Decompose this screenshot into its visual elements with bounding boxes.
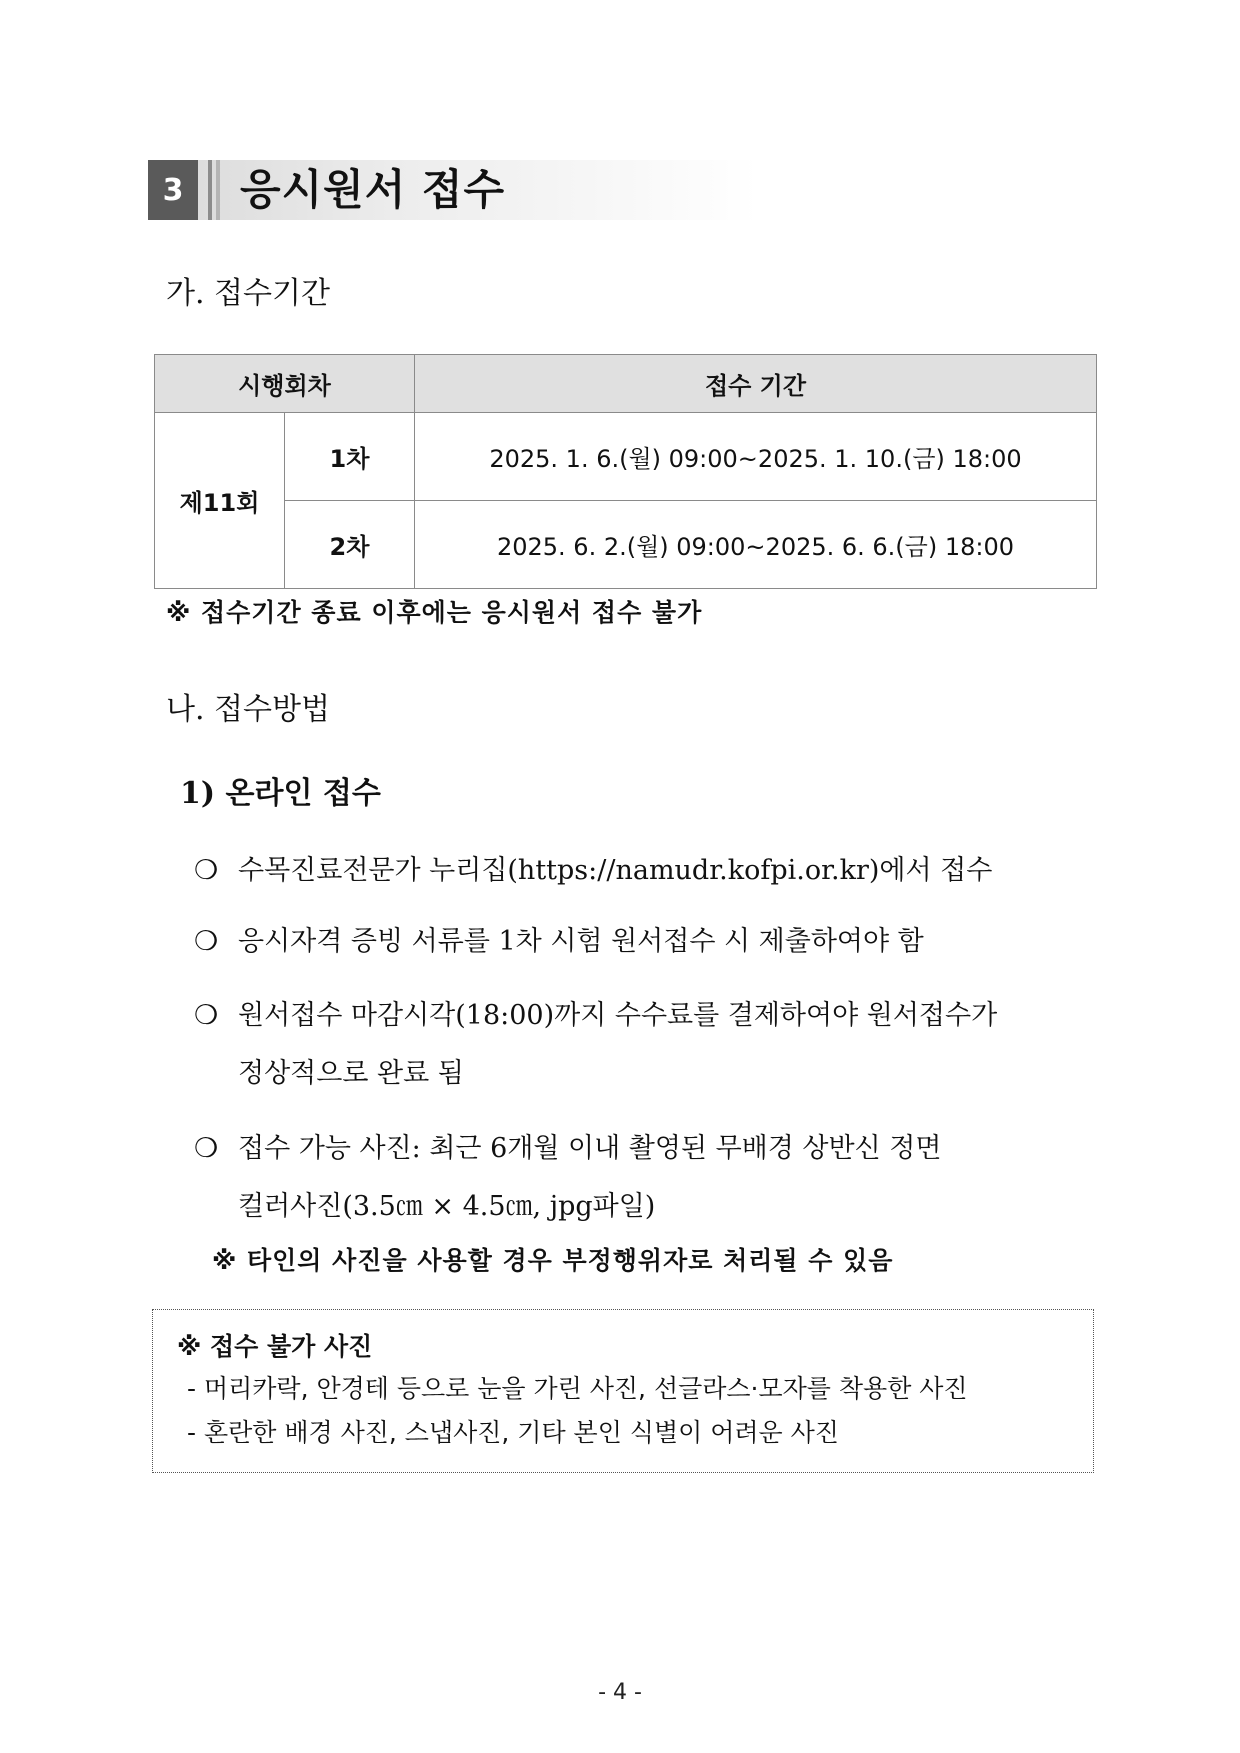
period-cell: 2025. 1. 6.(월) 09:00~2025. 1. 10.(금) 18:00 — [415, 413, 1097, 501]
photo-note: ※ 타인의 사진을 사용할 경우 부정행위자로 처리될 수 있음 — [212, 1246, 894, 1275]
application-period-table — [154, 354, 1097, 589]
list-item — [194, 923, 924, 961]
list-item-text: 수목진료전문가 누리집(https://namudr.kofpi.or.kr)에서 접수 — [238, 855, 993, 886]
period-note: ※ 접수기간 종료 이후에는 응시원서 접수 불가 — [166, 598, 703, 627]
round-cell: 2차 — [285, 501, 415, 589]
session-cell: 제11회 — [155, 413, 285, 589]
list-item-continuation: 정상적으로 완료 됨 — [238, 1058, 464, 1089]
list-item-text: 응시자격 증빙 서류를 1차 시험 원서접수 시 제출하여야 함 — [238, 926, 924, 957]
section-divider-bar — [216, 160, 220, 220]
box-item: - 혼란한 배경 사진, 스냅사진, 기타 본인 식별이 어려운 사진 — [187, 1418, 839, 1447]
circle-bullet-icon: ❍ — [194, 926, 219, 957]
list-item — [194, 997, 997, 1035]
rejected-photo-box — [152, 1309, 1094, 1473]
table-row — [155, 501, 1097, 589]
box-title: ※ 접수 불가 사진 — [177, 1332, 373, 1361]
circle-bullet-icon: ❍ — [194, 1133, 219, 1164]
section-number-badge: 3 — [148, 160, 198, 220]
header-period: 접수 기간 — [415, 355, 1097, 413]
table-header-row — [155, 355, 1097, 413]
list-item — [194, 1130, 941, 1168]
online-title: 1) 온라인 접수 — [180, 776, 381, 811]
list-item-continuation: 컬러사진(3.5㎝ × 4.5㎝, jpg파일) — [238, 1191, 656, 1222]
table-row — [155, 413, 1097, 501]
list-item-text: 원서접수 마감시각(18:00)까지 수수료를 결제하여야 원서접수가 — [238, 1000, 998, 1031]
subsection-title-period: 가. 접수기간 — [166, 276, 330, 311]
list-item — [194, 852, 992, 890]
period-cell: 2025. 6. 2.(월) 09:00~2025. 6. 6.(금) 18:00 — [415, 501, 1097, 589]
circle-bullet-icon: ❍ — [194, 1000, 219, 1031]
circle-bullet-icon: ❍ — [194, 855, 219, 886]
section-divider-bar — [208, 160, 212, 220]
list-item-text: 접수 가능 사진: 최근 6개월 이내 촬영된 무배경 상반신 정면 — [238, 1133, 942, 1164]
page-number: - 4 - — [598, 1680, 642, 1705]
round-cell: 1차 — [285, 413, 415, 501]
subsection-title-method: 나. 접수방법 — [166, 692, 330, 727]
section-title: 응시원서 접수 — [240, 165, 506, 214]
header-session: 시행회차 — [155, 355, 415, 413]
box-item: - 머리카락, 안경테 등으로 눈을 가린 사진, 선글라스·모자를 착용한 사진 — [187, 1374, 968, 1403]
